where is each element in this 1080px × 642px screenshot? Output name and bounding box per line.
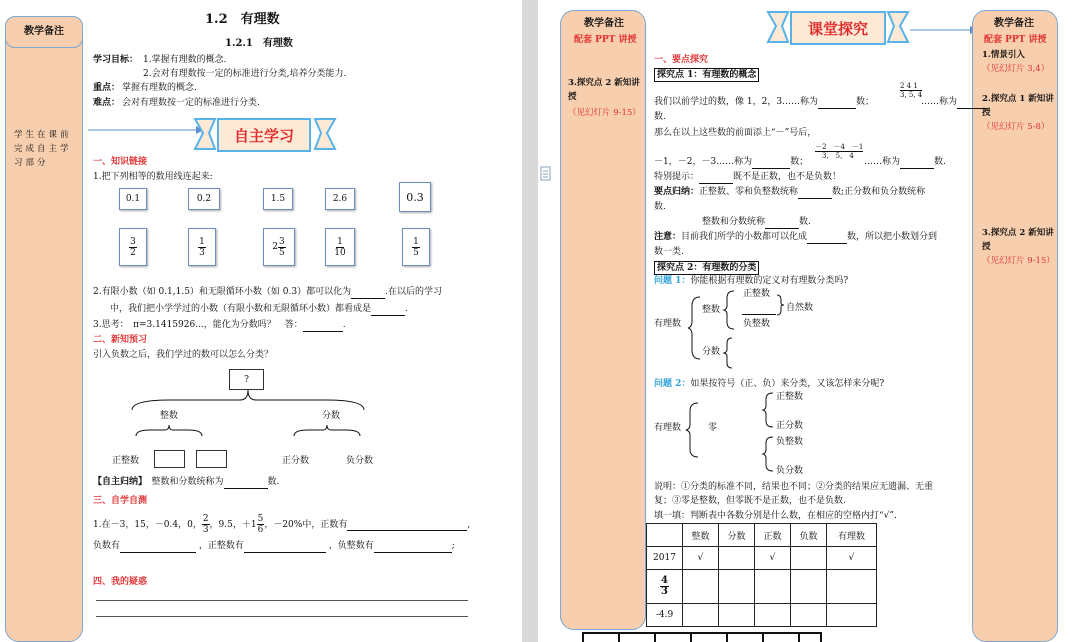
table-cell[interactable] xyxy=(827,604,877,627)
decimal-box[interactable]: 1.5 xyxy=(263,188,293,210)
table-cell[interactable] xyxy=(791,604,827,627)
sidebar-note-slides: （见幻灯片 5-8） xyxy=(982,122,1050,132)
t1-integer: 整数 xyxy=(702,305,721,315)
p1-line2: 数. xyxy=(654,112,666,122)
goal-2: 2.会对有理数按一定的标准进行分类,培养分类能力. xyxy=(143,69,347,79)
brace-icon xyxy=(724,337,734,369)
brace-icon xyxy=(724,290,736,330)
question-1: 问题 1：你能根据有理数的定义对有理数分类吗? xyxy=(654,276,849,286)
p1-tip: 特别提示： 既不是正数，也不是负数！ xyxy=(654,172,842,182)
table-cell[interactable]: √ xyxy=(683,547,719,570)
brace-icon xyxy=(776,294,786,316)
heading-new-preview: 二、新知预习 xyxy=(93,335,148,345)
table-cell[interactable] xyxy=(755,604,791,627)
sidebar-note-slides: （见幻灯片 9-15） xyxy=(568,108,641,118)
test-line-1: 1.在－3，15，－0.4，0， $\frac{2}{3}$ ，9.5，＋1 $\frac{5}{6}$ ，－20%中，正数有 , xyxy=(93,514,471,535)
tree-root-box[interactable]: ? xyxy=(229,369,264,390)
sidebar-ppt: 配套 PPT 讲授 xyxy=(984,35,1047,45)
sidebar-note: 学生在课前完成自主学习部分 xyxy=(14,130,72,168)
answer-line[interactable] xyxy=(96,616,468,617)
goals-label: 学习目标： xyxy=(93,55,139,65)
table-cell[interactable] xyxy=(791,570,827,604)
brace-icon xyxy=(763,436,775,472)
table-cell[interactable] xyxy=(683,570,719,604)
table-cell[interactable] xyxy=(827,570,877,604)
p1-note-end: 数一类. xyxy=(654,247,684,257)
tree-integer: 整数 xyxy=(160,411,179,421)
p1-key: 要点归纳：正整数、零和负整数统称 数;正分数和负分数统称 xyxy=(654,187,926,197)
t1-natural: 自然数 xyxy=(786,303,814,313)
table-cell[interactable]: √ xyxy=(827,547,877,570)
p1-line4-tail: ……称为 数. xyxy=(864,157,946,167)
self-summary: 【自主归纳】 整数和分数统称为 数. xyxy=(93,477,280,487)
sidebar-title: 教学备注 xyxy=(5,16,83,48)
tree-negative-fraction: 负分数 xyxy=(346,456,374,466)
answer-line[interactable] xyxy=(96,600,468,601)
table-header-cell: 分数 xyxy=(719,524,755,547)
p1-key-end: 数. xyxy=(654,202,666,212)
explain-line-2: 复；③零是整数，但零既不是正数，也不是负数. xyxy=(654,496,846,506)
answer-box[interactable] xyxy=(196,450,227,468)
fill-instruction: 填一填：判断表中各数分别是什么数，在相应的空格内打“√”. xyxy=(654,511,897,521)
heading-my-doubts: 四、我的疑惑 xyxy=(93,577,148,587)
table-header-cell: 有理数 xyxy=(827,524,877,547)
p1-fractions: 2 4 1 3, 5, 4 xyxy=(900,82,923,99)
t2-positive-integer: 正整数 xyxy=(776,392,804,402)
page-gutter xyxy=(522,0,538,642)
t1-blank[interactable] xyxy=(742,314,776,315)
goal-1: 1.掌握有理数的概念. xyxy=(143,55,227,65)
arrow-right-icon xyxy=(910,25,980,35)
sidebar-note: 3.探究点 2 新知讲授 xyxy=(982,228,1054,252)
document-page-left xyxy=(0,0,522,642)
t2-negative-fraction: 负分数 xyxy=(776,466,804,476)
heading-knowledge-link: 一、知识链接 xyxy=(93,157,148,167)
difficult-text: 会对有理数按一定的标准进行分类. xyxy=(122,98,260,108)
decimal-box-repeating[interactable]: 0.3 xyxy=(399,182,431,212)
sidebar-note: 1.情景引入 xyxy=(982,50,1025,60)
intro-text: 引入负数之后，我们学过的数可以怎么分类？ xyxy=(93,350,274,360)
explain-line-1: 说明：①分类的标准不同，结果也不同；②分类的结果应无遗漏、无重 xyxy=(654,482,934,492)
question-3: 3.思考： π=3.1415926...，能化为分数吗？ 答： . xyxy=(93,320,346,330)
p1-line3: 那么在以上这些数的前面添上“－”号后， xyxy=(654,128,817,138)
difficult-label: 难点： xyxy=(93,98,121,108)
p1-line1-tail: ……称为 xyxy=(921,96,987,109)
key-text: 掌握有理数的概念. xyxy=(122,83,197,93)
heading-self-test: 三、自学自测 xyxy=(93,496,148,506)
t1-fraction: 分数 xyxy=(702,347,721,357)
fraction-box[interactable]: 2 $\frac{3}{5}$ xyxy=(263,228,295,266)
decimal-box[interactable]: 2.6 xyxy=(325,188,355,210)
table-header-cell: 正数 xyxy=(755,524,791,547)
table-continuation xyxy=(582,632,822,642)
t2-rational: 有理数 xyxy=(654,423,682,433)
t2-zero: 零 xyxy=(708,423,718,433)
banner-class-explore: 课堂探究 xyxy=(790,11,886,45)
document-page-right xyxy=(538,0,1080,642)
tree-fraction: 分数 xyxy=(322,411,341,421)
question-2: 问题 2：如果按符号（正、负）来分类，又该怎样来分呢? xyxy=(654,379,885,389)
table-header-cell: 整数 xyxy=(683,524,719,547)
table-cell: 2017 xyxy=(647,547,683,570)
sidebar-notes-left xyxy=(5,16,83,642)
tree-brace xyxy=(135,425,205,437)
brace-icon xyxy=(688,296,702,360)
t2-positive-fraction: 正分数 xyxy=(776,421,804,431)
p1-neg-fractions: －2 －4 －1 3, 5, 4 xyxy=(815,143,864,160)
lesson-title: 1.2 有理数 xyxy=(205,12,280,27)
question-2-line2: 中，我们把小学学过的小数（有限小数和无限循环小数）都看成是 . xyxy=(110,304,408,314)
sidebar-note: 2.探究点 1 新知讲授 xyxy=(982,94,1054,118)
answer-box[interactable] xyxy=(154,450,185,468)
sidebar-note: 3.探究点 2 新知讲授 xyxy=(568,78,640,102)
fraction-box[interactable]: $\frac{1}{10}$ xyxy=(325,228,355,266)
table-cell[interactable] xyxy=(755,570,791,604)
sidebar-note-slides: （见幻灯片 3,4） xyxy=(982,64,1050,74)
table-cell: $\frac{4}{3}$ xyxy=(647,570,683,604)
table-header-cell xyxy=(647,524,683,547)
t1-positive-integer: 正整数 xyxy=(743,289,771,299)
tree-positive-integer: 正整数 xyxy=(112,456,140,466)
fraction-box[interactable]: $\frac{1}{5}$ xyxy=(402,228,430,266)
question-1: 1.把下列相等的数用线连起来: xyxy=(93,172,213,182)
question-2-line1: 2.有限小数（如 0.1,1.5）和无限循环小数（如 0.3）都可以化为 .在以后的学习 xyxy=(93,287,442,297)
tree-brace xyxy=(293,425,363,437)
table-row xyxy=(647,524,877,547)
fraction-box[interactable]: $\frac{3}{2}$ xyxy=(119,228,147,266)
test-line-2: 负数有 ，正整数有 ，负整数有 ; xyxy=(93,541,455,551)
t1-rational: 有理数 xyxy=(654,319,682,329)
sidebar-title: 教学备注 xyxy=(584,18,624,29)
document-icon xyxy=(540,166,552,182)
tree-brace xyxy=(130,390,370,412)
p1-line1: 我们以前学过的数，像 1，2，3……称为 数； xyxy=(654,97,875,107)
table-cell[interactable] xyxy=(791,547,827,570)
t2-negative-integer: 负整数 xyxy=(776,437,804,447)
sidebar-title: 教学备注 xyxy=(994,18,1034,29)
heading-key-points: 一、要点探究 xyxy=(654,55,709,65)
brace-icon xyxy=(686,402,700,458)
classification-table xyxy=(646,523,877,627)
table-row xyxy=(647,570,877,604)
table-cell[interactable]: √ xyxy=(755,547,791,570)
sidebar-ppt: 配套 PPT 讲授 xyxy=(574,35,637,45)
arrow-right-icon xyxy=(88,125,208,135)
section-title: 1.2.1 有理数 xyxy=(225,38,293,49)
tree-positive-fraction: 正分数 xyxy=(282,456,310,466)
decimal-box[interactable]: 0.2 xyxy=(188,188,220,210)
p1-key-2: 整数和分数统称 数. xyxy=(702,217,811,227)
table-cell[interactable] xyxy=(719,570,755,604)
brace-icon xyxy=(763,392,775,428)
t1-negative-integer: 负整数 xyxy=(743,319,771,329)
p1-line4: －1，－2，－3……称为 数； xyxy=(654,157,809,167)
table-cell[interactable] xyxy=(719,547,755,570)
table-cell[interactable] xyxy=(683,604,719,627)
table-cell[interactable] xyxy=(719,604,755,627)
key-label: 重点： xyxy=(93,83,121,93)
fraction-box[interactable]: $\frac{1}{3}$ xyxy=(188,228,216,266)
table-row xyxy=(647,547,877,570)
table-row xyxy=(647,604,877,627)
explore-point-1: 探究点 1：有理数的概念 xyxy=(654,68,759,82)
sidebar-note-slides: （见幻灯片 9-15） xyxy=(982,256,1055,266)
explore-point-2: 探究点 2：有理数的分类 xyxy=(654,261,759,275)
p1-note: 注意：目前我们所学的小数都可以化成 数，所以把小数划分到 xyxy=(654,232,938,242)
table-header-cell: 负数 xyxy=(791,524,827,547)
table-cell: -4.9 xyxy=(647,604,683,627)
banner-self-study: 自主学习 xyxy=(217,118,311,152)
decimal-box[interactable]: 0.1 xyxy=(119,188,147,210)
